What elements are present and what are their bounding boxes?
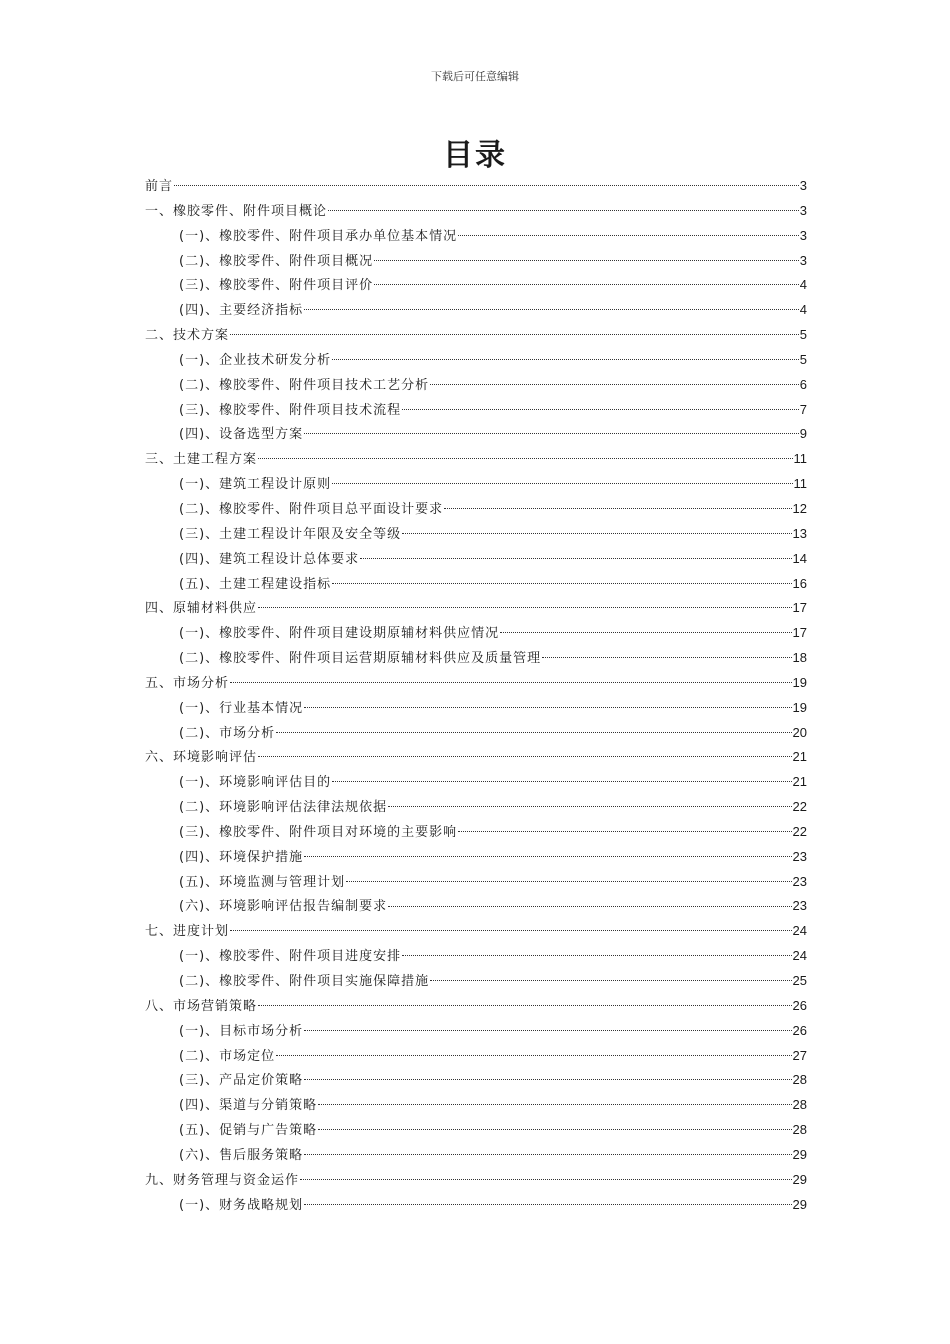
- toc-entry-text: (五)、土建工程建设指标: [179, 576, 332, 592]
- toc-entry[interactable]: [145, 621, 807, 646]
- toc-entry[interactable]: [145, 224, 807, 249]
- dot-leader: [374, 249, 799, 261]
- toc-entry[interactable]: [145, 1068, 807, 1093]
- dot-leader: [430, 373, 799, 385]
- toc-entry[interactable]: [145, 522, 807, 547]
- dot-leader: [388, 795, 791, 807]
- toc-entry-page: 22: [792, 799, 807, 815]
- toc-entry-text: 九、财务管理与资金运作: [145, 1172, 300, 1188]
- toc-entry-text: (一)、橡胶零件、附件项目建设期原辅材料供应情况: [179, 626, 500, 642]
- toc-entry-page: 12: [792, 500, 807, 516]
- dot-leader: [402, 944, 791, 956]
- toc-entry-page: 19: [792, 699, 807, 715]
- toc-entry-text: (一)、行业基本情况: [179, 700, 304, 716]
- toc-entry-page: 18: [792, 650, 807, 666]
- toc-entry-page: 3: [799, 252, 807, 268]
- dot-leader: [500, 621, 791, 633]
- toc-entry[interactable]: [145, 373, 807, 398]
- toc-entry-page: 5: [799, 351, 807, 367]
- toc-entry-text: (三)、橡胶零件、附件项目评价: [179, 278, 374, 294]
- toc-entry-text: (四)、建筑工程设计总体要求: [179, 551, 360, 567]
- toc-entry-page: 28: [792, 1097, 807, 1113]
- toc-entry[interactable]: [145, 795, 807, 820]
- toc-entry[interactable]: [145, 870, 807, 895]
- dot-leader: [304, 422, 799, 434]
- toc-entry-page: 26: [792, 1022, 807, 1038]
- toc-entry-text: 八、市场营销策略: [145, 998, 258, 1014]
- toc-entry-text: (二)、环境影响评估法律法规依据: [179, 800, 388, 816]
- table-of-contents: [145, 174, 807, 1217]
- dot-leader: [304, 696, 791, 708]
- toc-entry-page: 29: [792, 1146, 807, 1162]
- toc-entry-text: (六)、售后服务策略: [179, 1147, 304, 1163]
- toc-entry[interactable]: [145, 199, 807, 224]
- toc-entry-page: 21: [792, 749, 807, 765]
- dot-leader: [374, 273, 799, 285]
- toc-entry[interactable]: [145, 944, 807, 969]
- toc-entry-page: 5: [799, 327, 807, 343]
- dot-leader: [332, 770, 791, 782]
- dot-leader: [230, 323, 799, 335]
- toc-entry-page: 24: [792, 948, 807, 964]
- toc-entry[interactable]: [145, 572, 807, 597]
- toc-entry[interactable]: [145, 398, 807, 423]
- dot-leader: [276, 721, 791, 733]
- dot-leader: [458, 820, 791, 832]
- dot-leader: [360, 547, 791, 559]
- toc-entry[interactable]: [145, 696, 807, 721]
- toc-entry-page: 22: [792, 823, 807, 839]
- toc-entry-page: 3: [799, 178, 807, 193]
- toc-entry-text: (四)、环境保护措施: [179, 849, 304, 865]
- toc-entry-page: 6: [799, 376, 807, 392]
- dot-leader: [346, 870, 791, 882]
- toc-entry-text: (六)、环境影响评估报告编制要求: [179, 899, 388, 915]
- toc-entry[interactable]: [145, 845, 807, 870]
- dot-leader: [258, 994, 792, 1006]
- dot-leader: [230, 919, 792, 931]
- toc-entry-page: 21: [792, 774, 807, 790]
- toc-entry-page: 7: [799, 401, 807, 417]
- dot-leader: [328, 199, 799, 211]
- toc-entry-page: 29: [792, 1171, 807, 1187]
- toc-title: 目录: [443, 138, 507, 173]
- toc-entry[interactable]: [145, 770, 807, 795]
- dot-leader: [304, 845, 791, 857]
- toc-entry-text: (一)、企业技术研发分析: [179, 352, 332, 368]
- toc-entry-text: (二)、橡胶零件、附件项目运营期原辅材料供应及质量管理: [179, 651, 542, 667]
- toc-entry-text: 六、环境影响评估: [145, 750, 258, 766]
- toc-entry-page: 11: [793, 476, 807, 492]
- toc-entry-text: (四)、设备选型方案: [179, 427, 304, 443]
- toc-entry-page: 23: [792, 873, 807, 889]
- toc-entry[interactable]: [145, 994, 807, 1019]
- dot-leader: [300, 1168, 792, 1180]
- toc-entry[interactable]: [145, 919, 807, 944]
- toc-entry-text: (一)、橡胶零件、附件项目承办单位基本情况: [179, 228, 458, 244]
- toc-entry[interactable]: [145, 596, 807, 621]
- toc-entry-page: 17: [792, 600, 807, 616]
- toc-entry-text: (五)、促销与广告策略: [179, 1123, 318, 1139]
- toc-entry-page: 28: [792, 1072, 807, 1088]
- toc-entry-page: 17: [792, 625, 807, 641]
- header-note: 下载后可任意编辑: [431, 70, 519, 83]
- dot-leader: [258, 596, 792, 608]
- toc-entry-text: 七、进度计划: [145, 924, 230, 940]
- toc-entry-page: 4: [799, 302, 807, 318]
- dot-leader: [402, 398, 799, 410]
- toc-entry[interactable]: [145, 894, 807, 919]
- toc-entry-text: (一)、环境影响评估目的: [179, 775, 332, 791]
- toc-entry[interactable]: [145, 348, 807, 373]
- dot-leader: [332, 348, 799, 360]
- toc-entry-page: 9: [799, 426, 807, 442]
- toc-entry[interactable]: [145, 472, 807, 497]
- toc-entry-page: 29: [792, 1196, 807, 1212]
- dot-leader: [542, 646, 791, 658]
- dot-leader: [402, 522, 791, 534]
- toc-entry-text: 三、土建工程方案: [145, 452, 258, 468]
- toc-entry-page: 14: [792, 550, 807, 566]
- toc-entry[interactable]: [145, 820, 807, 845]
- toc-entry[interactable]: [145, 323, 807, 348]
- dot-leader: [318, 1093, 791, 1105]
- toc-entry-page: 3: [799, 227, 807, 243]
- toc-entry-text: (一)、财务战略规划: [179, 1197, 304, 1213]
- toc-entry[interactable]: [145, 1168, 807, 1193]
- toc-entry[interactable]: [145, 1044, 807, 1069]
- dot-leader: [318, 1118, 791, 1130]
- toc-entry[interactable]: [145, 447, 807, 472]
- toc-entry-text: (二)、橡胶零件、附件项目技术工艺分析: [179, 377, 430, 393]
- toc-entry-page: 11: [793, 451, 807, 467]
- toc-entry-text: (二)、市场分析: [179, 725, 276, 741]
- toc-entry-text: (一)、目标市场分析: [179, 1023, 304, 1039]
- toc-entry[interactable]: [145, 646, 807, 671]
- toc-entry-text: 一、橡胶零件、附件项目概论: [145, 203, 328, 219]
- toc-entry-text: (一)、建筑工程设计原则: [179, 477, 332, 493]
- toc-entry-text: (二)、橡胶零件、附件项目实施保障措施: [179, 974, 430, 989]
- dot-leader: [258, 745, 792, 757]
- toc-entry-page: 28: [792, 1122, 807, 1138]
- toc-entry[interactable]: [145, 547, 807, 572]
- toc-entry[interactable]: [145, 745, 807, 770]
- toc-entry-page: 20: [792, 724, 807, 740]
- toc-entry-text: (五)、环境监测与管理计划: [179, 874, 346, 890]
- toc-entry-text: (三)、产品定价策略: [179, 1073, 304, 1089]
- toc-entry[interactable]: [145, 273, 807, 298]
- toc-entry[interactable]: [145, 1118, 807, 1143]
- toc-entry-text: 四、原辅材料供应: [145, 601, 258, 617]
- dot-leader: [258, 447, 792, 459]
- toc-entry[interactable]: [145, 1143, 807, 1168]
- toc-entry-text: (三)、土建工程设计年限及安全等级: [179, 526, 402, 542]
- toc-entry-page: 27: [792, 1047, 807, 1063]
- dot-leader: [332, 472, 792, 484]
- toc-entry-page: 16: [792, 575, 807, 591]
- toc-entry[interactable]: [145, 1193, 807, 1218]
- toc-entry[interactable]: [145, 174, 807, 199]
- dot-leader: [458, 224, 799, 236]
- dot-leader: [304, 1068, 791, 1080]
- toc-entry-text: (四)、主要经济指标: [179, 303, 304, 319]
- toc-entry-page: 25: [792, 973, 807, 988]
- toc-entry-page: 4: [799, 277, 807, 293]
- toc-entry-page: 13: [792, 525, 807, 541]
- toc-entry-text: (一)、橡胶零件、附件项目进度安排: [179, 949, 402, 965]
- dot-leader: [444, 497, 791, 509]
- toc-entry[interactable]: [145, 249, 807, 274]
- toc-entry-text: (二)、橡胶零件、附件项目总平面设计要求: [179, 501, 444, 517]
- toc-entry[interactable]: [145, 671, 807, 696]
- toc-entry-text: (三)、橡胶零件、附件项目技术流程: [179, 402, 402, 418]
- toc-entry[interactable]: [145, 721, 807, 746]
- toc-entry[interactable]: [145, 422, 807, 447]
- toc-entry-page: 24: [792, 923, 807, 939]
- dot-leader: [304, 298, 799, 310]
- toc-entry-page: 23: [792, 898, 807, 914]
- toc-entry-text: 二、技术方案: [145, 328, 230, 344]
- toc-entry[interactable]: [145, 969, 807, 994]
- toc-entry-text: 前言: [145, 179, 174, 194]
- dot-leader: [276, 1044, 791, 1056]
- toc-entry[interactable]: [145, 298, 807, 323]
- dot-leader: [174, 174, 799, 186]
- dot-leader: [304, 1019, 791, 1031]
- dot-leader: [304, 1193, 791, 1205]
- dot-leader: [332, 572, 791, 584]
- toc-entry-page: 23: [792, 848, 807, 864]
- toc-entry[interactable]: [145, 1019, 807, 1044]
- dot-leader: [430, 969, 791, 981]
- toc-entry-page: 3: [799, 202, 807, 218]
- toc-entry-text: (四)、渠道与分销策略: [179, 1098, 318, 1114]
- toc-entry-page: 19: [792, 674, 807, 690]
- dot-leader: [304, 1143, 791, 1155]
- toc-entry-page: 26: [792, 997, 807, 1013]
- toc-entry-text: (二)、市场定位: [179, 1048, 276, 1064]
- toc-entry-text: (三)、橡胶零件、附件项目对环境的主要影响: [179, 824, 458, 840]
- toc-entry[interactable]: [145, 1093, 807, 1118]
- toc-entry-text: 五、市场分析: [145, 675, 230, 691]
- dot-leader: [230, 671, 792, 683]
- dot-leader: [388, 894, 791, 906]
- toc-entry-text: (二)、橡胶零件、附件项目概况: [179, 253, 374, 269]
- toc-entry[interactable]: [145, 497, 807, 522]
